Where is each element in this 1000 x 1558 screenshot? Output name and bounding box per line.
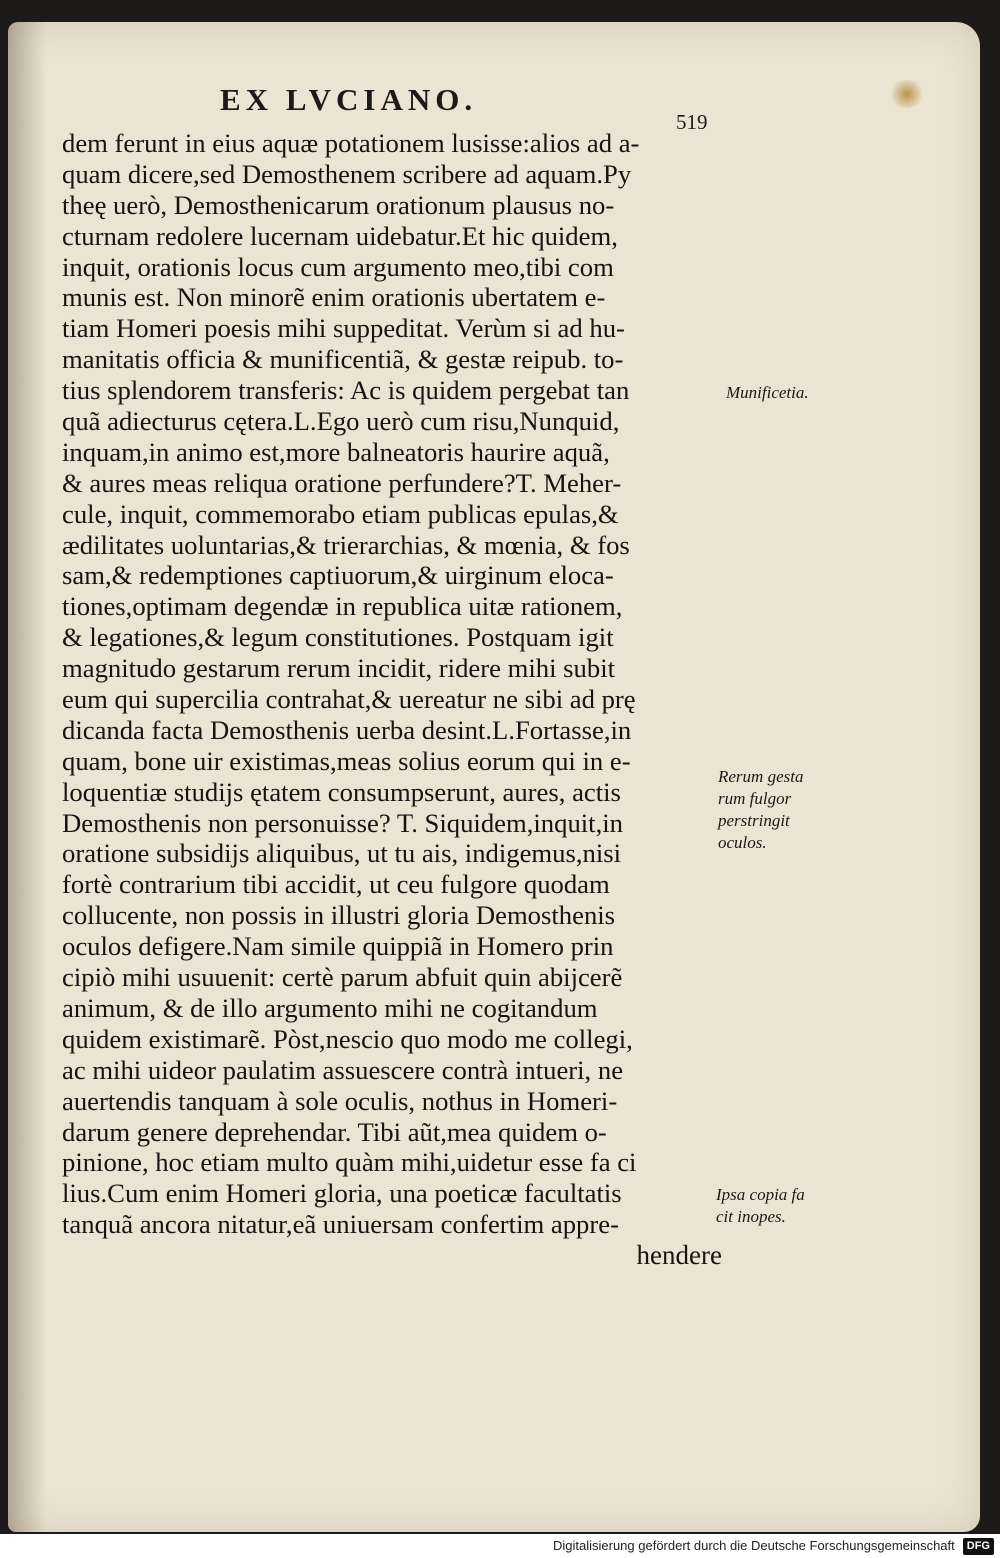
text-line: quã adiecturus cętera.L.Ego uerò cum risu,Nunquid, (62, 406, 620, 437)
footer-credit-text: Digitalisierung gefördert durch die Deutsche Forschungsgemeinschaft (552, 1538, 955, 1553)
text-line: tanquã ancora nitatur,eã uniuersam confertim appre- (62, 1209, 619, 1240)
marginal-note-line: oculos. (718, 833, 767, 852)
text-line: cturnam redolere lucernam uidebatur.Et hic quidem, (62, 220, 618, 251)
body-text (62, 128, 722, 1271)
text-line: inquam,in animo est,more balneatoris haurire aquã, (62, 436, 610, 467)
text-line: loquentiæ studijs ętatem consumpserunt, aures, actis (62, 776, 621, 807)
text-line: cipiò mihi usuuenit: certè parum abfuit quin abijcerẽ (62, 962, 623, 993)
text-line: pinione, hoc etiam multo quàm mihi,uidetur esse fa ci (62, 1147, 637, 1178)
text-line: inquit, orationis locus cum argumento meo,tibi com (62, 251, 614, 282)
text-line: cule, inquit, commemorabo etiam publicas epulas,& (62, 498, 619, 529)
text-line: tiones,optimam degendæ in republica uitæ rationem, (62, 591, 623, 622)
text-line: animum, & de illo argumento mihi ne cogitandum (62, 992, 598, 1023)
text-line: collucente, non possis in illustri gloria Demosthenis (62, 900, 616, 931)
text-line: quam dicere,sed Demosthenem scribere ad aquam.Py (62, 158, 632, 189)
text-line: magnitudo gestarum rerum incidit, ridere mihi subit (62, 653, 616, 684)
marginal-note-rerum-gestarum (718, 766, 838, 854)
marginal-note-line: Munificetia. (726, 383, 809, 402)
text-line: eum qui supercilia contrahat,& uereatur ne sibi ad prę (62, 684, 636, 715)
footer-bar (0, 1534, 1000, 1558)
marginal-note-line: rum fulgor (718, 789, 792, 808)
text-line: quidem existimarẽ. Pòst,nescio quo modo me collegi, (62, 1023, 633, 1054)
ink-stain (888, 80, 926, 108)
text-line: auertendis tanquam à sole oculis, nothus in Homeri- (62, 1085, 618, 1116)
text-line: manitatis officia & munificentiã, & gestæ reipub. to- (62, 344, 624, 375)
folio-number: 519 (676, 110, 708, 134)
marginal-note-line: cit inopes. (716, 1207, 786, 1226)
text-line: ac mihi uideor paulatim assuescere contrà intueri, ne (62, 1054, 624, 1085)
marginal-note-munificentia (726, 382, 844, 404)
text-line: tiam Homeri poesis mihi suppeditat. Verùm si ad hu- (62, 313, 625, 344)
page-spine-shadow (8, 22, 46, 1532)
text-line: & aures meas reliqua oratione perfundere?T. Meher- (62, 467, 622, 498)
text-line: sam,& redemptiones captiuorum,& uirginum eloca- (62, 560, 614, 591)
text-line: tius splendorem transferis: Ac is quidem pergebat tan (62, 375, 630, 406)
text-line: ædilitates uoluntarias,& trierarchias, & mœnia, & fos (62, 529, 630, 560)
text-line: & legationes,& legum constitutiones. Postquam igit (62, 622, 614, 653)
catchword: hendere (636, 1240, 722, 1271)
text-line: oculos defigere.Nam simile quippiã in Homero prin (62, 931, 614, 962)
marginal-note-ipsa-copia (716, 1184, 836, 1228)
text-line: oratione subsidijs aliquibus, ut tu ais, indigemus,nisi (62, 838, 622, 869)
marginal-note-line: perstringit (718, 811, 790, 830)
text-line: theę uerò, Demosthenicarum orationum plausus no- (62, 189, 615, 220)
marginal-note-line: Ipsa copia fa (716, 1185, 805, 1204)
text-line: fortè contrarium tibi accidit, ut ceu fulgore quodam (62, 869, 610, 900)
dfg-logo: DFG (963, 1538, 994, 1555)
text-line: Demosthenis non personuisse? T. Siquidem,inquit,in (62, 807, 623, 838)
running-title: EX LVCIANO. (220, 82, 478, 117)
text-line: darum genere deprehendar. Tibi aũt,mea quidem o- (62, 1116, 607, 1147)
marginal-note-line: Rerum gesta (718, 767, 804, 786)
text-line: dem ferunt in eius aquæ potationem lusisse:alios ad a- (62, 128, 640, 158)
text-line: lius.Cum enim Homeri gloria, una poeticæ facultatis (62, 1178, 622, 1209)
text-line: dicanda facta Demosthenis uerba desint.L.Fortasse,in (62, 714, 632, 745)
text-line: quam, bone uir existimas,meas solius eorum qui in e- (62, 745, 631, 776)
text-line: munis est. Non minorẽ enim orationis ubertatem e- (62, 282, 606, 313)
